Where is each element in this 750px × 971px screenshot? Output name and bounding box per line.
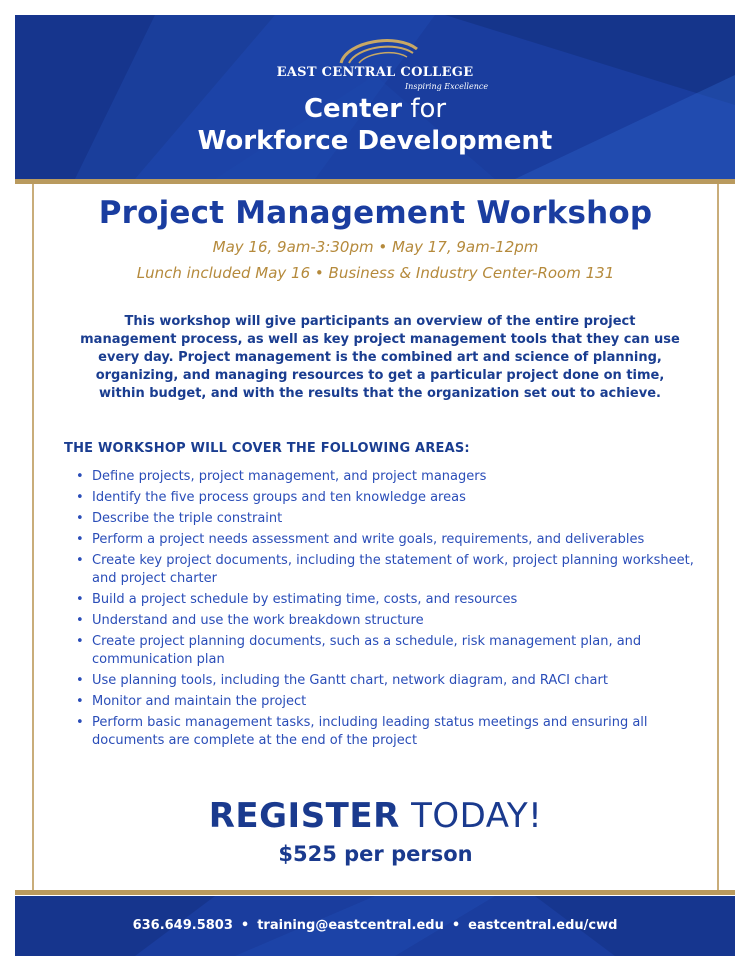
list-item-text: Identify the five process groups and ten knowledge areas	[92, 490, 466, 505]
areas-heading: THE WORKSHOP WILL COVER THE FOLLOWING AREAS:	[64, 441, 470, 456]
header-title-line2: Workforce Development	[197, 126, 553, 156]
bullet: •	[76, 673, 84, 688]
email-link[interactable]: training@eastcentral.edu	[257, 918, 444, 933]
list-item-text: Use planning tools, including the Gantt chart, network diagram, and RACI chart	[92, 673, 608, 688]
logo-tagline: Inspiring Excellence	[405, 82, 489, 91]
footer-banner	[15, 896, 735, 956]
bullet: •	[76, 694, 84, 709]
list-item-text: Perform basic management tasks, including leading status meetings and ensuring all documents are complete at the end of the project	[92, 715, 648, 748]
separator: •	[240, 918, 250, 933]
register-strong: REGISTER	[208, 796, 400, 836]
list-item	[76, 552, 696, 588]
list-item	[76, 693, 696, 711]
header-title-line1	[15, 93, 735, 125]
workshop-details: Lunch included May 16 • Business & Industry Center-Room 131	[136, 264, 615, 282]
list-item-text: Build a project schedule by estimating time, costs, and resources	[92, 592, 518, 607]
list-item	[76, 672, 696, 690]
logo-name: EAST CENTRAL COLLEGE	[276, 65, 474, 80]
list-item	[76, 591, 696, 609]
header-title	[15, 93, 735, 157]
contact-info	[15, 918, 735, 933]
price: $525 per person	[278, 842, 473, 866]
bullet: •	[76, 490, 84, 505]
register-light: TODAY!	[411, 796, 543, 836]
footer-gold-rule	[15, 890, 735, 895]
bullet: •	[76, 634, 84, 649]
register-heading	[32, 796, 719, 836]
areas-list	[76, 468, 696, 753]
workshop-title: Project Management Workshop	[98, 195, 653, 231]
list-item-text: Perform a project needs assessment and write goals, requirements, and deliverables	[92, 532, 645, 547]
list-item-text: Create project planning documents, such as a schedule, risk management plan, and communication plan	[92, 634, 642, 667]
college-logo	[15, 35, 735, 95]
bullet: •	[76, 715, 84, 730]
header-title-center: Center	[303, 94, 403, 124]
list-item	[76, 468, 696, 486]
bullet: •	[76, 532, 84, 547]
list-item-text: Create key project documents, including the statement of work, project planning worksheet, and project charter	[92, 553, 694, 586]
list-item	[76, 531, 696, 549]
bullet: •	[76, 511, 84, 526]
separator: •	[451, 918, 461, 933]
list-item	[76, 714, 696, 750]
bullet: •	[76, 592, 84, 607]
bullet: •	[76, 613, 84, 628]
list-item-text: Monitor and maintain the project	[92, 694, 307, 709]
workshop-intro: This workshop will give participants an overview of the entire project management process, as well as key project management tools that they can use every day. Project management is the combined art and science of planning, organizing, and managing resources to get a particular project done on time, within budget, and with the results that the organization set out to achieve.	[80, 314, 680, 401]
workshop-dates: May 16, 9am-3:30pm • May 17, 9am-12pm	[212, 238, 539, 256]
list-item-text: Understand and use the work breakdown structure	[92, 613, 424, 628]
header-title-for: for	[410, 94, 447, 124]
phone-number: 636.649.5803	[132, 918, 233, 933]
bullet: •	[76, 553, 84, 568]
list-item	[76, 510, 696, 528]
logo-swoosh-icon	[333, 35, 423, 67]
list-item-text: Describe the triple constraint	[92, 511, 283, 526]
website-link[interactable]: eastcentral.edu/cwd	[468, 918, 618, 933]
bullet: •	[76, 469, 84, 484]
list-item	[76, 489, 696, 507]
list-item	[76, 633, 696, 669]
list-item	[76, 612, 696, 630]
header-banner	[15, 15, 735, 179]
list-item-text: Define projects, project management, and project managers	[92, 469, 487, 484]
